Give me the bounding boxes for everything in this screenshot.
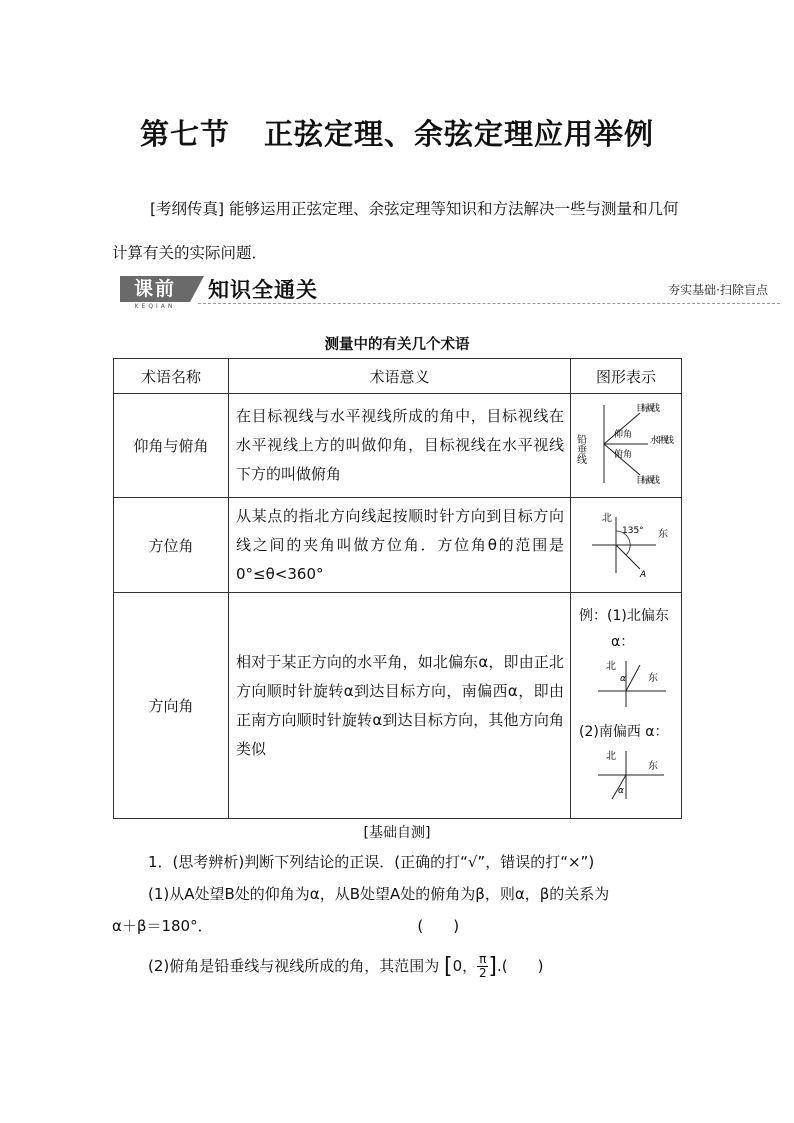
syllabus-intro — [112, 187, 686, 275]
table-caption: 测量中的有关几个术语 — [324, 337, 470, 353]
southwest-diagram — [576, 745, 676, 805]
interval-bracket-right: ] — [488, 953, 497, 979]
azimuth-angle-label: 135° — [622, 526, 644, 536]
interval-start: 0， — [452, 957, 478, 975]
direction-angle-figure — [571, 593, 682, 819]
table-row — [114, 498, 682, 593]
q1-1-relation: α＋β＝180°． — [112, 917, 213, 935]
northeast-diagram — [576, 655, 676, 715]
question-1-2 — [112, 950, 728, 982]
term-name: 方向角 — [114, 593, 229, 819]
example-second-label: (2)南偏西 α： — [579, 723, 669, 740]
syllabus-text: 能够运用正弦定理、余弦定理等知识和方法解决一些与测量和几何计算有关的实际问题． — [112, 200, 679, 262]
table-header-row — [114, 359, 682, 394]
term-meaning: 从某点的指北方向线起按顺时针方向到目标方向线之间的夹角叫做方位角．方位角θ的范围是0°≤θ<360° — [229, 498, 571, 593]
target-line-down-label: 目标视线 — [636, 475, 660, 486]
question-1-1-part-a: (1)从A处望B处的仰角为α，从B处望A处的俯角为β，则α，β的关系为 — [148, 885, 610, 903]
header-term-meaning: 术语意义 — [229, 359, 571, 394]
depression-label: 俯角 — [614, 449, 633, 460]
alpha-label: α — [618, 785, 624, 796]
banner-tag: 课前 — [120, 276, 190, 302]
azimuth-figure — [571, 498, 682, 593]
banner-divider — [198, 303, 780, 304]
elevation-diagram — [576, 399, 676, 489]
q1-2-text: (2)俯角是铅垂线与视线所成的角，其范围为 — [148, 957, 440, 975]
example-alpha-label: α： — [611, 633, 635, 650]
answer-parentheses: ( ) — [417, 917, 460, 935]
banner-arrow — [190, 276, 204, 302]
table-row — [114, 593, 682, 819]
banner-slogan: 夯实基础·扫除盲点 — [668, 283, 768, 297]
interval-fraction — [477, 953, 488, 980]
interval-bracket-left: [ — [444, 953, 453, 979]
north-label: 北 — [602, 513, 612, 524]
banner-heading: 知识全通关 — [208, 278, 318, 302]
section-number: 第七节 — [139, 117, 230, 151]
term-name: 方位角 — [114, 498, 229, 593]
section-banner — [120, 273, 780, 313]
syllabus-tag: [考纲传真] — [150, 200, 225, 218]
horizontal-line-label: 水平视线 — [650, 435, 674, 446]
target-line-up-label: 目标视线 — [636, 403, 660, 414]
page-title — [0, 112, 794, 153]
plumb-line-label: 铅垂线 — [574, 433, 586, 464]
north-label: 北 — [606, 750, 616, 762]
term-name: 仰角与俯角 — [114, 394, 229, 498]
banner-tag-en: KEQIAN — [134, 303, 176, 310]
east-label: 东 — [658, 529, 668, 540]
section-name: 正弦定理、余弦定理应用举例 — [264, 117, 655, 151]
fraction-numerator: π — [479, 952, 487, 966]
elevation-label: 仰角 — [614, 429, 633, 440]
answer-parentheses: .( ) — [497, 957, 544, 975]
self-test-label: [基础自测] — [363, 825, 431, 841]
term-meaning: 相对于某正方向的水平角，如北偏东α，即由正北方向顺时针旋转α到达目标方向，南偏西α，即由正南方向顺时针旋转α到达目标方向，其他方向角类似 — [229, 593, 571, 819]
question-1-1-part-b — [112, 910, 692, 942]
east-label: 东 — [648, 760, 658, 772]
azimuth-diagram — [576, 503, 676, 583]
term-meaning: 在目标视线与水平视线所成的角中，目标视线在水平视线上方的叫做仰角，目标视线在水平视线下方的叫做俯角 — [229, 394, 571, 498]
fraction-denominator: 2 — [478, 966, 487, 980]
example-label: 例：(1)北偏东 — [579, 607, 669, 624]
point-a-label: A — [640, 570, 647, 580]
terms-table — [113, 358, 682, 819]
elevation-depression-figure — [571, 394, 682, 498]
table-row — [114, 394, 682, 498]
header-term-name: 术语名称 — [114, 359, 229, 394]
alpha-label: α — [620, 673, 626, 684]
question-1: 1．(思考辨析)判断下列结论的正误．(正确的打“√”，错误的打“×”) — [148, 853, 595, 871]
header-figure: 图形表示 — [571, 359, 682, 394]
north-label: 北 — [606, 660, 616, 672]
east-label: 东 — [648, 672, 658, 684]
